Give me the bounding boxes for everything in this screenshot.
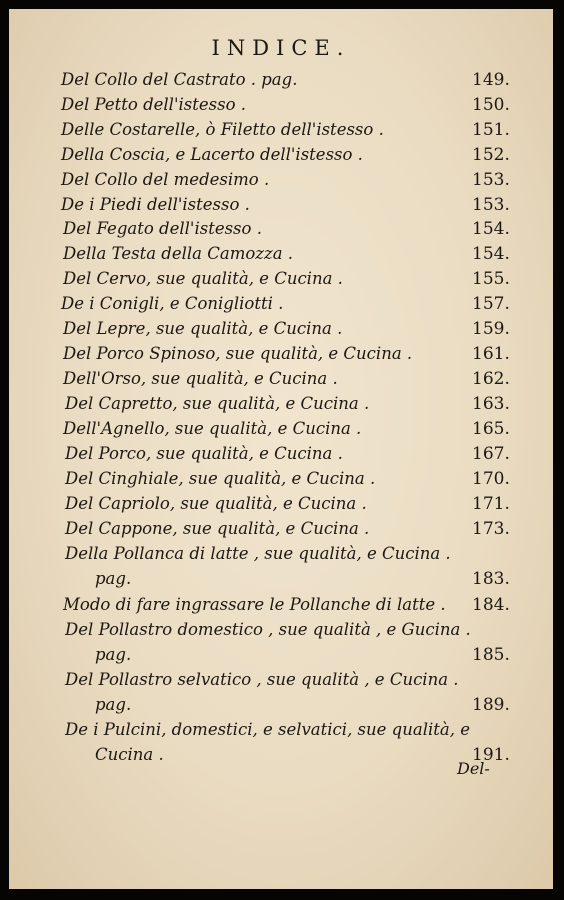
index-entry-text: Del Collo del Castrato . pag. bbox=[61, 70, 298, 89]
page-title: INDICE. bbox=[211, 36, 351, 60]
index-entry-text: Del Porco Spinoso, sue qualità, e Cucina . bbox=[63, 344, 413, 363]
index-entry-text: Del Cappone, sue qualità, e Cucina . bbox=[65, 519, 370, 538]
index-entry-page-number: 149. bbox=[472, 70, 510, 90]
index-entry-text: Del Petto dell'istesso . bbox=[61, 95, 246, 114]
index-entry-text: Del Fegato dell'istesso . bbox=[63, 219, 262, 238]
index-entry-page-number: 159. bbox=[472, 319, 510, 339]
index-entry-text: Del Lepre, sue qualità, e Cucina . bbox=[63, 319, 343, 338]
index-entry-page-number: 191. bbox=[472, 745, 510, 765]
index-entry-continuation: pag. bbox=[95, 569, 132, 588]
index-entry-text: Del Capretto, sue qualità, e Cucina . bbox=[65, 394, 370, 413]
index-entry-page-number: 183. bbox=[472, 569, 510, 589]
index-entry-page-number: 185. bbox=[472, 645, 510, 665]
index-entry-continuation: Cucina . bbox=[95, 745, 164, 764]
index-entry-page-number: 163. bbox=[472, 394, 510, 414]
book-page bbox=[9, 9, 553, 889]
index-entry-text: Della Testa della Camozza . bbox=[63, 244, 294, 263]
index-entry-text: Del Collo del medesimo . bbox=[61, 170, 270, 189]
index-entry-text: Del Cinghiale, sue qualità, e Cucina . bbox=[65, 469, 376, 488]
index-entry-text: Delle Costarelle, ò Filetto dell'istesso . bbox=[61, 120, 384, 139]
index-entry-continuation: pag. bbox=[95, 695, 132, 714]
index-entry-text: Del Pollastro selvatico , sue qualità , e Cucina . bbox=[65, 670, 459, 689]
index-entry-page-number: 150. bbox=[472, 95, 510, 115]
index-entry-page-number: 165. bbox=[472, 419, 510, 439]
index-entry-text: Della Coscia, e Lacerto dell'istesso . bbox=[61, 145, 363, 164]
index-entry-page-number: 161. bbox=[472, 344, 510, 364]
index-entry-page-number: 173. bbox=[472, 519, 510, 539]
index-entry-text: Del Capriolo, sue qualità, e Cucina . bbox=[65, 494, 367, 513]
index-entry-text: De i Pulcini, domestici, e selvatici, sue qualità, e bbox=[65, 720, 470, 739]
index-entry-page-number: 155. bbox=[472, 269, 510, 289]
index-entry-text: Dell'Agnello, sue qualità, e Cucina . bbox=[63, 419, 362, 438]
index-entry-page-number: 153. bbox=[472, 170, 510, 190]
index-entry-page-number: 152. bbox=[472, 145, 510, 165]
index-entry-text: Del Cervo, sue qualità, e Cucina . bbox=[63, 269, 343, 288]
index-entry-page-number: 157. bbox=[472, 294, 510, 314]
index-entry-page-number: 171. bbox=[472, 494, 510, 514]
index-entry-text: Dell'Orso, sue qualità, e Cucina . bbox=[63, 369, 338, 388]
index-entry-page-number: 154. bbox=[472, 219, 510, 239]
index-entry-text: De i Piedi dell'istesso . bbox=[61, 195, 250, 214]
index-entry-page-number: 151. bbox=[472, 120, 510, 140]
index-entry-text: Del Porco, sue qualità, e Cucina . bbox=[65, 444, 343, 463]
index-entry-page-number: 153. bbox=[472, 195, 510, 215]
catchword: Del- bbox=[457, 759, 490, 778]
index-entry-continuation: pag. bbox=[95, 645, 132, 664]
index-entry-page-number: 154. bbox=[472, 244, 510, 264]
index-entry-page-number: 170. bbox=[472, 469, 510, 489]
index-entry-page-number: 167. bbox=[472, 444, 510, 464]
index-entry-text: De i Conigli, e Conigliotti . bbox=[61, 294, 284, 313]
index-entry-text: Della Pollanca di latte , sue qualità, e Cucina . bbox=[65, 544, 451, 563]
index-entry-page-number: 162. bbox=[472, 369, 510, 389]
index-entry-page-number: 184. bbox=[472, 595, 510, 615]
index-entry-text: Modo di fare ingrassare le Pollanche di latte . bbox=[63, 595, 446, 614]
index-entry-page-number: 189. bbox=[472, 695, 510, 715]
index-entry-text: Del Pollastro domestico , sue qualità , e Gucina . bbox=[65, 620, 471, 639]
